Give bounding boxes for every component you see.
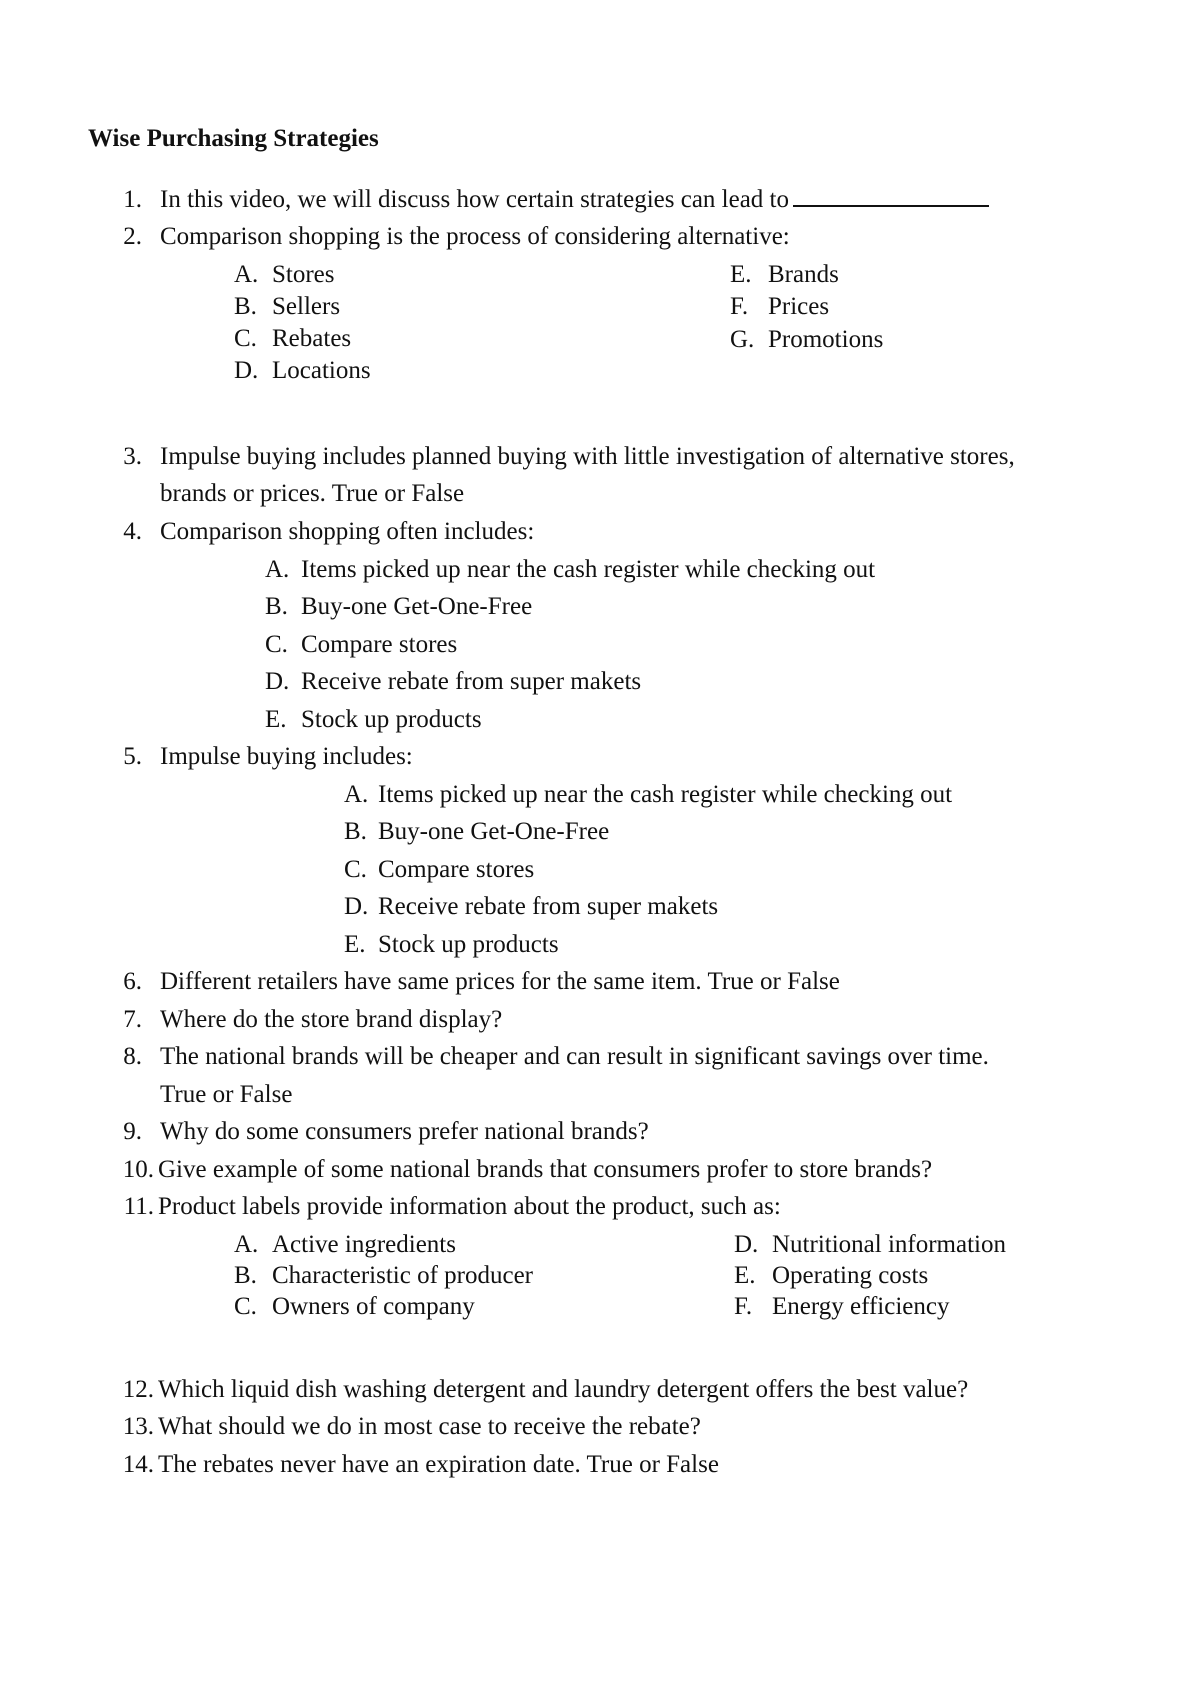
- question-number: 6.: [123, 968, 142, 995]
- question-number: 9.: [123, 1118, 142, 1145]
- option: C. Compare stores: [265, 631, 458, 658]
- question-number: 12.: [122, 1376, 154, 1403]
- option: E. Operating costs: [734, 1262, 929, 1289]
- option: C. Owners of company: [234, 1293, 475, 1320]
- question-10: Give example of some national brands that consumers profer to store brands?: [158, 1156, 933, 1183]
- option: A. Items picked up near the cash register while checking out: [344, 781, 953, 808]
- option: C. Compare stores: [344, 856, 535, 883]
- question-7: Where do the store brand display?: [160, 1006, 503, 1033]
- option: D. Nutritional information: [734, 1231, 1006, 1258]
- question-number: 3.: [123, 443, 142, 470]
- question-6: Different retailers have same prices for the same item. True or False: [160, 968, 840, 995]
- question-number: 8.: [123, 1043, 142, 1070]
- question-text: In this video, we will discuss how certain strategies can lead to: [160, 186, 790, 213]
- option: B. Buy-one Get-One-Free: [344, 818, 610, 845]
- option: B. Sellers: [234, 293, 341, 320]
- question-number: 2.: [123, 223, 142, 250]
- question-number: 4.: [123, 518, 142, 545]
- answer-blank[interactable]: [793, 187, 989, 207]
- option: B. Buy-one Get-One-Free: [265, 593, 533, 620]
- question-1: [160, 187, 989, 212]
- question-11: Product labels provide information about the product, such as:: [158, 1193, 781, 1220]
- option: E. Brands: [730, 261, 839, 288]
- question-9: Why do some consumers prefer national brands?: [160, 1118, 649, 1145]
- option: G. Promotions: [730, 326, 884, 353]
- option: A. Items picked up near the cash register while checking out: [265, 556, 876, 583]
- question-14: The rebates never have an expiration date. True or False: [158, 1451, 719, 1478]
- question-2: Comparison shopping is the process of considering alternative:: [160, 223, 790, 250]
- option: A. Active ingredients: [234, 1231, 456, 1258]
- option: A. Stores: [234, 261, 335, 288]
- question-8-line-2: True or False: [160, 1081, 293, 1108]
- question-number: 7.: [123, 1006, 142, 1033]
- page-title: Wise Purchasing Strategies: [88, 125, 379, 152]
- option: D. Receive rebate from super makets: [265, 668, 642, 695]
- question-13: What should we do in most case to receive the rebate?: [158, 1413, 701, 1440]
- option: D. Receive rebate from super makets: [344, 893, 719, 920]
- option: F. Prices: [730, 293, 830, 320]
- question-3-line-1: Impulse buying includes planned buying with little investigation of alternative stores,: [160, 443, 1015, 470]
- question-number: 5.: [123, 743, 142, 770]
- question-3-line-2: brands or prices. True or False: [160, 480, 465, 507]
- question-8-line-1: The national brands will be cheaper and can result in significant savings over time.: [160, 1043, 989, 1070]
- question-number: 14.: [122, 1451, 154, 1478]
- question-number: 11.: [123, 1193, 154, 1220]
- question-number: 1.: [123, 186, 142, 213]
- question-5: Impulse buying includes:: [160, 743, 413, 770]
- question-12: Which liquid dish washing detergent and laundry detergent offers the best value?: [158, 1376, 969, 1403]
- question-4: Comparison shopping often includes:: [160, 518, 535, 545]
- question-number: 13.: [122, 1413, 154, 1440]
- option: C. Rebates: [234, 325, 352, 352]
- question-number: 10.: [122, 1156, 154, 1183]
- option: F. Energy efficiency: [734, 1293, 950, 1320]
- option: E. Stock up products: [344, 931, 559, 958]
- option: E. Stock up products: [265, 706, 482, 733]
- option: D. Locations: [234, 357, 371, 384]
- option: B. Characteristic of producer: [234, 1262, 533, 1289]
